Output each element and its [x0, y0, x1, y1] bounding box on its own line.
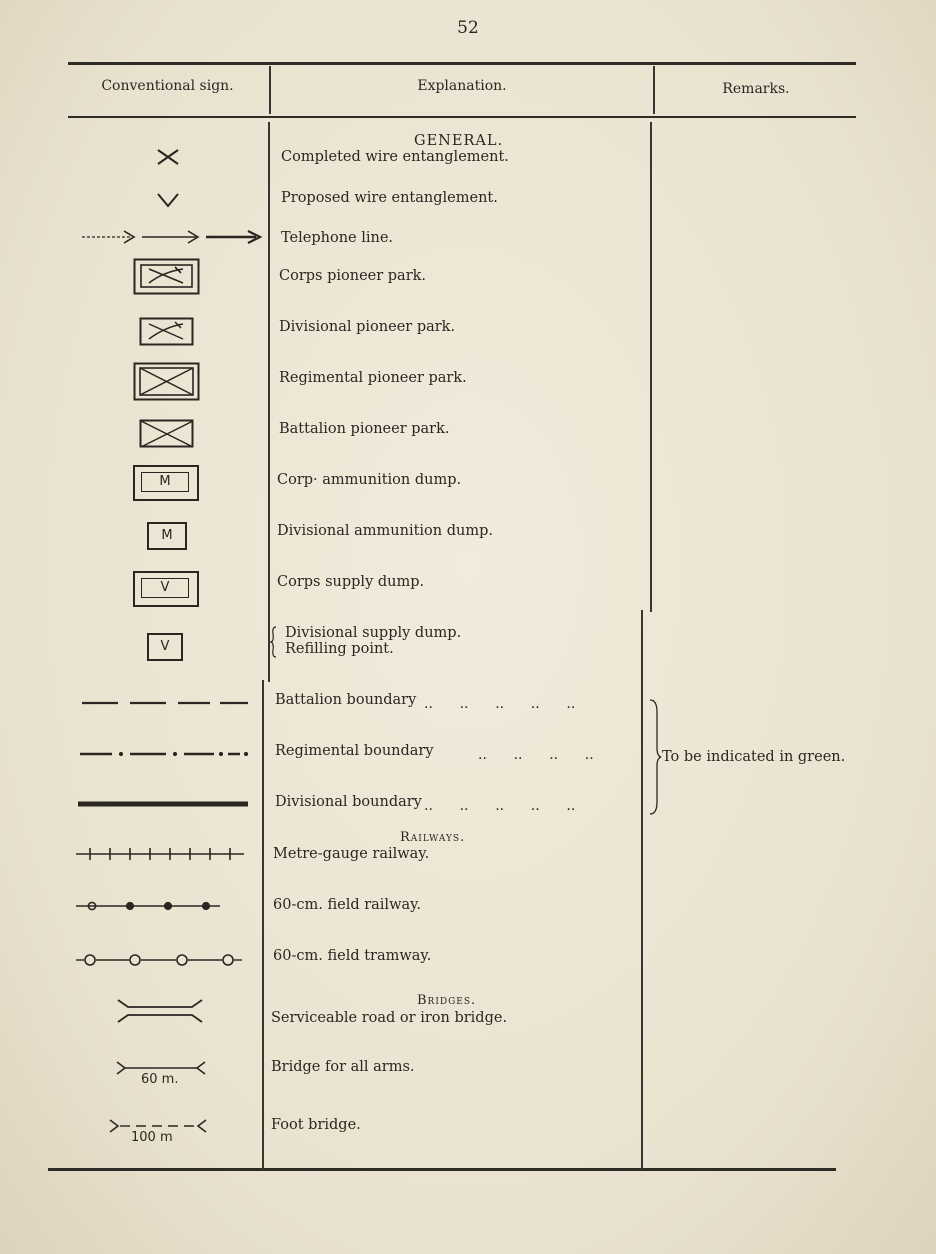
row-bat-pioneer: Battalion pioneer park.	[279, 421, 450, 437]
section-general: GENERAL.	[414, 133, 504, 149]
column-divider-2	[653, 66, 655, 114]
row-field-tramway: 60-cm. field tramway.	[273, 948, 432, 964]
row-div-pioneer: Divisional pioneer park.	[279, 319, 456, 335]
header-conventional-sign: Conventional sign.	[101, 78, 234, 94]
row-bridge-all-arms: Bridge for all arms.	[271, 1059, 415, 1075]
row-metre-gauge: Metre-gauge railway.	[273, 846, 430, 862]
reg-pioneer-park-icon	[133, 362, 201, 402]
serviceable-bridge-icon	[116, 998, 204, 1024]
corps-supply-inner	[141, 578, 189, 598]
row-div-boundary: Divisional boundary	[275, 794, 422, 810]
div-supply-dump-icon	[147, 633, 183, 661]
leader-bat: .. .. .. .. ..	[424, 696, 576, 712]
corps-ammo-letter: M	[159, 474, 171, 489]
column-divider-1-body-lower	[262, 680, 264, 1170]
row-div-ammo: Divisional ammunition dump.	[277, 523, 493, 539]
column-divider-2-body	[650, 122, 652, 612]
row-serviceable-bridge: Serviceable road or iron bridge.	[271, 1010, 508, 1026]
metre-gauge-railway-icon	[74, 846, 246, 862]
corps-ammo-inner	[141, 472, 189, 492]
row-reg-pioneer: Regimental pioneer park.	[279, 370, 467, 386]
section-railways: Railways.	[400, 830, 466, 845]
header-explanation: Explanation.	[417, 78, 507, 94]
reg-boundary-icon	[78, 749, 250, 759]
row-refilling: Refilling point.	[285, 641, 394, 657]
section-bridges: Bridges.	[417, 993, 477, 1008]
corps-supply-dump-icon	[133, 571, 199, 607]
remarks-brace-icon	[648, 698, 662, 816]
div-boundary-icon	[76, 799, 250, 809]
row-field-railway: 60-cm. field railway.	[273, 897, 422, 913]
completed-wire-icon	[156, 148, 180, 166]
div-ammo-dump-icon	[147, 522, 187, 550]
div-supply-letter: V	[160, 639, 170, 654]
proposed-wire-icon	[156, 192, 180, 208]
bat-boundary-icon	[80, 698, 250, 708]
row-foot-bridge: Foot bridge.	[271, 1117, 361, 1133]
bridge-60m-label: 60 m.	[141, 1072, 179, 1087]
row-telephone: Telephone line.	[281, 230, 394, 246]
row-wire-proposed: Proposed wire entanglement.	[281, 190, 498, 206]
leader-reg: .. .. .. ..	[478, 747, 594, 763]
row-wire-completed: Completed wire entanglement.	[281, 149, 509, 165]
row-bat-boundary: Battalion boundary	[275, 692, 417, 708]
header-rule	[68, 116, 856, 118]
div-pioneer-park-icon	[139, 317, 195, 347]
corps-pioneer-park-icon	[133, 258, 201, 296]
corps-supply-letter: V	[160, 580, 170, 595]
top-rule	[68, 62, 856, 65]
bridge-100m-label: 100 m	[131, 1130, 173, 1145]
field-railway-icon	[74, 899, 224, 913]
column-divider-1-body	[268, 122, 270, 682]
leader-div: .. .. .. .. ..	[424, 798, 576, 814]
row-corps-supply: Corps supply dump.	[277, 574, 425, 590]
bat-pioneer-park-icon	[139, 419, 195, 449]
supply-brace-icon	[269, 625, 279, 659]
header-remarks: Remarks.	[722, 81, 790, 97]
row-corps-pioneer: Corps pioneer park.	[279, 268, 427, 284]
telephone-line-icon	[80, 228, 264, 246]
bottom-rule	[48, 1168, 836, 1171]
remarks-boundaries: To be indicated in green.	[662, 749, 846, 765]
corps-ammo-dump-icon	[133, 465, 199, 501]
column-divider-2-body-lower	[641, 610, 643, 1170]
field-tramway-icon	[74, 952, 244, 968]
row-div-supply: Divisional supply dump.	[285, 625, 462, 641]
page-number: 52	[457, 18, 479, 38]
row-corps-ammo: Corp· ammunition dump.	[277, 472, 462, 488]
row-reg-boundary: Regimental boundary	[275, 743, 434, 759]
column-divider-1	[269, 66, 271, 114]
div-ammo-letter: M	[161, 528, 173, 543]
